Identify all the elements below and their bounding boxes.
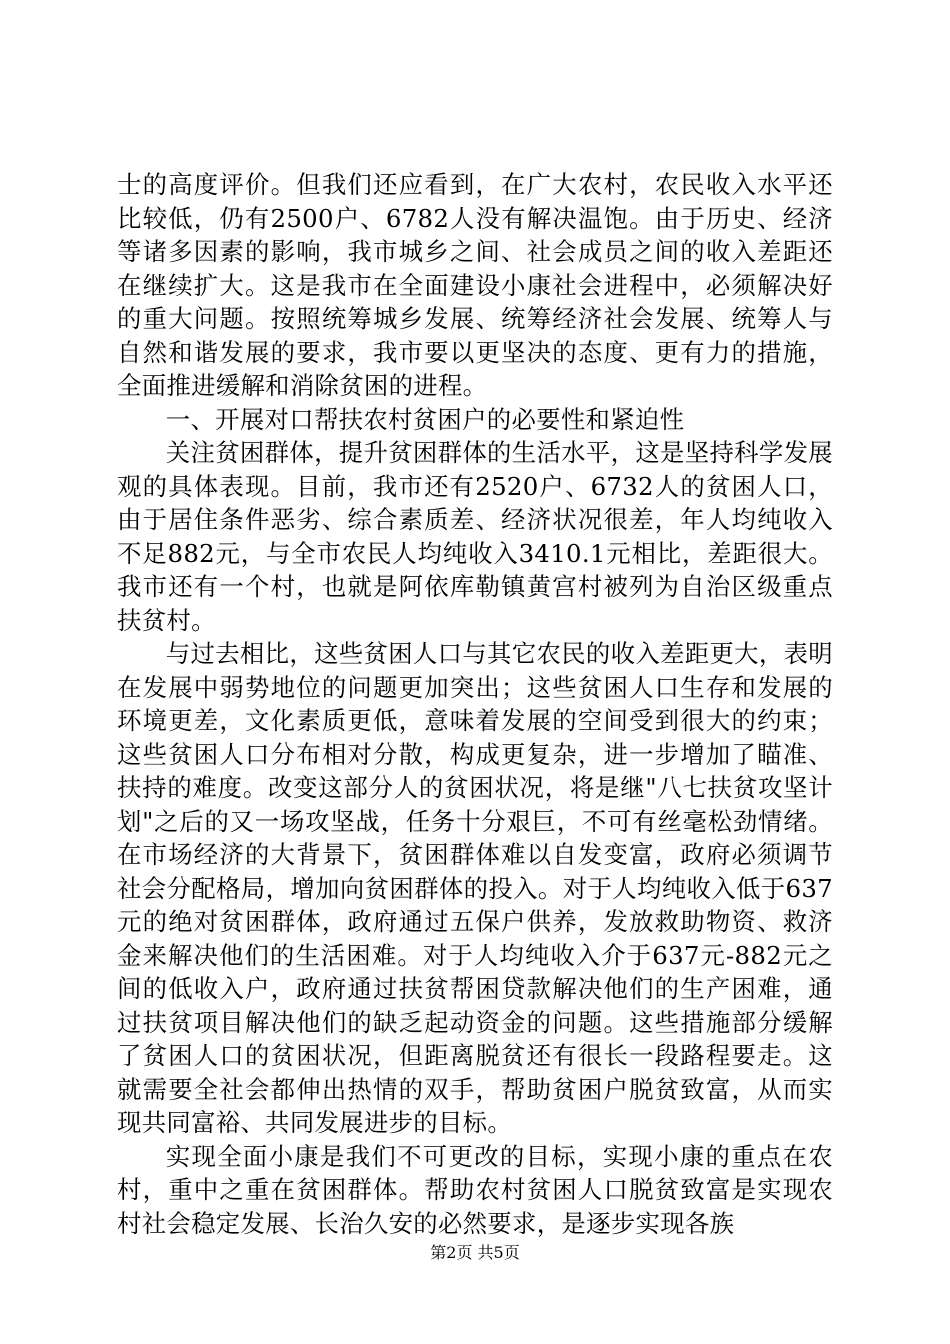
section-heading: 一、开展对口帮扶农村贫困户的必要性和紧迫性	[165, 404, 685, 434]
paragraph: 实现全面小康是我们不可更改的目标，实现小康的重点在农村，重中之重在贫困群体。帮助农村贫困人口脱贫致富是实现农村社会稳定发展、长治久安的必然要求，是逐步实现各族	[117, 1141, 833, 1238]
paragraph: 与过去相比，这些贫困人口与其它农民的收入差距更大，表明在发展中弱势地位的问题更加突出；这些贫困人口生存和发展的环境更差，文化素质更低，意味着发展的空间受到很大的约束；这些贫困人口分布相对分散，构成更复杂，进一步增加了瞄准、扶持的难度。改变这部分人的贫困状况，将是继"八七扶贫攻坚计划"之后的又一场攻坚战，任务十分艰巨，不可有丝毫松劲情绪。在市场经济的大背景下，贫困群体难以自发变富，政府必须调节社会分配格局，增加向贫困群体的投入。对于人均纯收入低于637元的绝对贫困群体，政府通过五保户供养，发放救助物资、救济金来解决他们的生活困难。对于人均纯收入介于637元-882元之间的低收入户，政府通过扶贫帮困贷款解决他们的生产困难，通过扶贫项目解决他们的缺乏起动资金的问题。这些措施部分缓解了贫困人口的贫困状况，但距离脱贫还有很长一段路程要走。这就需要全社会都伸出热情的双手，帮助贫困户脱贫致富，从而实现共同富裕、共同发展进步的目标。	[117, 639, 833, 1137]
document-body	[117, 168, 833, 1240]
paragraph: 关注贫困群体，提升贫困群体的生活水平，这是坚持科学发展观的具体表现。目前，我市还有2520户、6732人的贫困人口，由于居住条件恶劣、综合素质差、经济状况很差，年人均纯收入不足882元，与全市农民人均纯收入3410.1元相比，差距很大。我市还有一个村，也就是阿依库勒镇黄宫村被列为自治区级重点扶贫村。	[117, 438, 833, 635]
page-number-footer: 第2页 共5页	[430, 1243, 520, 1262]
paragraph-continuation: 士的高度评价。但我们还应看到，在广大农村，农民收入水平还比较低，仍有2500户、6782人没有解决温饱。由于历史、经济等诸多因素的影响，我市城乡之间、社会成员之间的收入差距还在继续扩大。这是我市在全面建设小康社会进程中，必须解决好的重大问题。按照统筹城乡发展、统筹经济社会发展、统筹人与自然和谐发展的要求，我市要以更坚决的态度、更有力的措施，全面推进缓解和消除贫困的进程。	[117, 170, 833, 400]
